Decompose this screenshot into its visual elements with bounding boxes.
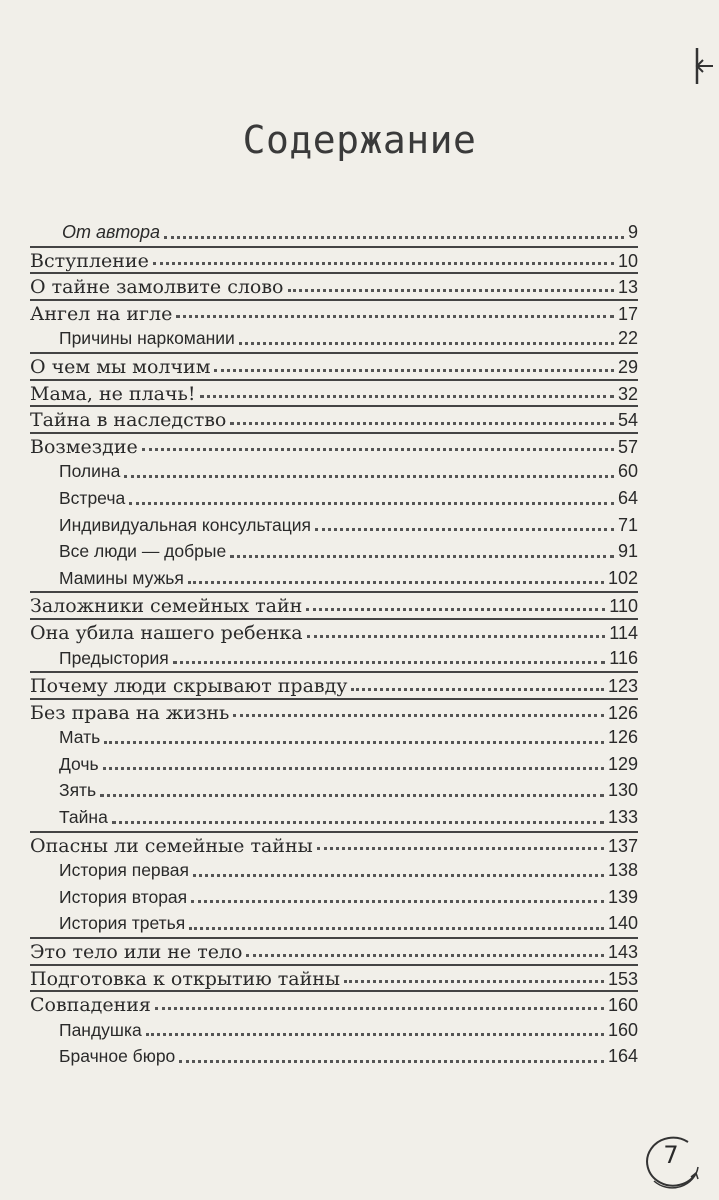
dot-leader: [351, 687, 603, 691]
toc-entry-title: О чем мы молчим: [30, 355, 211, 378]
toc-entry-title: Брачное бюро: [59, 1046, 176, 1067]
toc-entry-title: Причины наркомании: [59, 328, 235, 349]
dot-leader: [315, 527, 614, 531]
dot-leader: [103, 766, 604, 770]
page-title: Содержание: [242, 118, 477, 162]
toc-entry-page: 54: [617, 410, 638, 431]
toc-entry-title: Мать: [59, 727, 101, 748]
toc-entry-title: Заложники семейных тайн: [30, 595, 303, 618]
dot-leader: [155, 1006, 604, 1010]
dot-leader: [317, 846, 604, 850]
toc-entry-page: 10: [617, 250, 638, 271]
toc-entry-page: 153: [607, 968, 638, 989]
toc-entry-page: 60: [617, 461, 638, 482]
toc-entry-page: 133: [607, 807, 638, 828]
toc-entry: [30, 219, 638, 246]
toc-entry: [30, 671, 638, 698]
toc-entry-title: Индивидуальная консультация: [59, 514, 312, 535]
dot-leader: [233, 713, 604, 717]
toc-entry-page: 143: [607, 942, 638, 963]
dot-leader: [124, 474, 614, 478]
toc-entry-page: 13: [617, 277, 638, 298]
toc-entry-title: Без права на жизнь: [30, 701, 230, 724]
toc-entry-page: 57: [617, 436, 638, 457]
toc-entry: [30, 777, 638, 804]
dot-leader: [230, 421, 614, 425]
dot-leader: [344, 979, 604, 983]
toc-entry-page: 123: [607, 676, 638, 697]
dot-leader: [164, 235, 624, 239]
toc-entry: [30, 751, 638, 778]
toc-entry-title: Совпадения: [30, 994, 151, 1017]
toc-entry-page: 160: [607, 995, 638, 1016]
toc-entry: [30, 432, 638, 459]
dot-leader: [179, 1059, 604, 1063]
page-number: 7: [663, 1141, 679, 1169]
toc-entry-title: От автора: [62, 222, 161, 242]
dot-leader: [188, 580, 604, 584]
dot-leader: [193, 873, 604, 877]
toc-entry-page: 130: [607, 780, 638, 801]
toc-entry: [30, 405, 638, 432]
dot-leader: [306, 607, 605, 611]
toc-entry-page: 137: [607, 835, 638, 856]
toc-entry-page: 102: [607, 567, 638, 588]
toc-entry-title: Предыстория: [59, 647, 169, 668]
toc-entry-page: 164: [607, 1046, 638, 1067]
toc-entry: [30, 1043, 638, 1070]
dot-leader: [100, 793, 604, 797]
toc-entry-title: Опасны ли семейные тайны: [30, 834, 313, 857]
toc-entry-title: Зять: [59, 780, 97, 801]
toc-entry: [30, 246, 638, 273]
toc-entry: [30, 698, 638, 725]
toc-entry-page: 129: [607, 753, 638, 774]
toc-entry-page: 116: [609, 647, 638, 668]
toc-entry-title: Она убила нашего ребенка: [30, 621, 303, 644]
toc-entry: [30, 512, 638, 539]
toc-entry: [30, 831, 638, 858]
toc-entry-page: 9: [627, 222, 638, 242]
dot-leader: [146, 1032, 604, 1036]
dot-leader: [142, 447, 614, 451]
toc-entry-page: 126: [607, 727, 638, 748]
dot-leader: [189, 926, 604, 930]
toc-entry-title: Тайна в наследство: [30, 409, 227, 432]
toc-entry-title: Все люди — добрые: [59, 541, 227, 562]
toc-entry: [30, 857, 638, 884]
dot-leader: [200, 394, 614, 398]
toc-entry-title: Возмездие: [30, 435, 138, 458]
toc-entry-page: 140: [607, 913, 638, 934]
toc-entry: [30, 458, 638, 485]
toc-entry: [30, 538, 638, 565]
toc-entry: [30, 352, 638, 379]
toc-entry-title: О тайне замолвите слово: [30, 276, 284, 299]
dot-leader: [191, 899, 604, 903]
toc-entry: [30, 645, 638, 672]
toc-entry-title: История вторая: [59, 886, 188, 907]
dot-leader: [104, 740, 604, 744]
toc-entry: [30, 299, 638, 326]
dot-leader: [176, 314, 614, 318]
toc-entry-title: Мамины мужья: [59, 567, 184, 588]
toc-entry-page: 138: [607, 860, 638, 881]
toc-entry-title: Вступление: [30, 249, 149, 272]
toc-entry-title: Мама, не плачь!: [30, 382, 196, 405]
toc-entry-title: Дочь: [59, 753, 99, 774]
dot-leader: [288, 288, 614, 292]
dot-leader: [307, 634, 606, 638]
table-of-contents: [30, 219, 638, 1070]
toc-entry-page: 91: [617, 541, 638, 562]
dot-leader: [214, 368, 613, 372]
toc-entry-page: 114: [609, 622, 638, 643]
toc-entry: [30, 485, 638, 512]
toc-entry-page: 32: [617, 383, 638, 404]
toc-entry: [30, 964, 638, 991]
toc-entry-page: 71: [617, 514, 638, 535]
toc-entry-title: История третья: [59, 913, 186, 934]
toc-entry-page: 17: [617, 303, 638, 324]
toc-entry-page: 110: [609, 596, 638, 617]
toc-entry: [30, 1017, 638, 1044]
toc-entry: [30, 990, 638, 1017]
toc-entry-page: 139: [607, 886, 638, 907]
dot-leader: [112, 820, 604, 824]
toc-entry-page: 160: [607, 1019, 638, 1040]
toc-entry-page: 29: [617, 356, 638, 377]
dot-leader: [129, 501, 614, 505]
toc-entry: [30, 910, 638, 937]
dot-leader: [173, 660, 606, 664]
toc-entry: [30, 937, 638, 964]
toc-entry-page: 22: [617, 328, 638, 349]
toc-entry: [30, 379, 638, 406]
dot-leader: [239, 341, 614, 345]
toc-entry-title: Полина: [59, 461, 121, 482]
toc-entry: [30, 325, 638, 352]
toc-entry-page: 64: [617, 487, 638, 508]
toc-entry: [30, 272, 638, 299]
toc-entry-page: 126: [607, 702, 638, 723]
toc-entry-title: История первая: [59, 860, 189, 881]
toc-entry: [30, 565, 638, 592]
toc-entry-title: Встреча: [59, 487, 126, 508]
toc-entry: [30, 884, 638, 911]
toc-entry: [30, 804, 638, 831]
bracket-arrow-icon: [695, 44, 715, 88]
toc-entry-title: Тайна: [59, 807, 108, 828]
toc-entry-title: Пандушка: [59, 1019, 142, 1040]
dot-leader: [230, 554, 614, 558]
toc-entry-title: Это тело или не тело: [30, 941, 243, 964]
toc-entry-title: Ангел на игле: [30, 302, 173, 325]
toc-entry-title: Почему люди скрывают правду: [30, 675, 348, 698]
toc-entry: [30, 618, 638, 645]
dot-leader: [153, 261, 614, 265]
toc-entry: [30, 591, 638, 618]
toc-entry-title: Подготовка к открытию тайны: [30, 967, 341, 990]
dot-leader: [246, 953, 603, 957]
toc-entry: [30, 724, 638, 751]
